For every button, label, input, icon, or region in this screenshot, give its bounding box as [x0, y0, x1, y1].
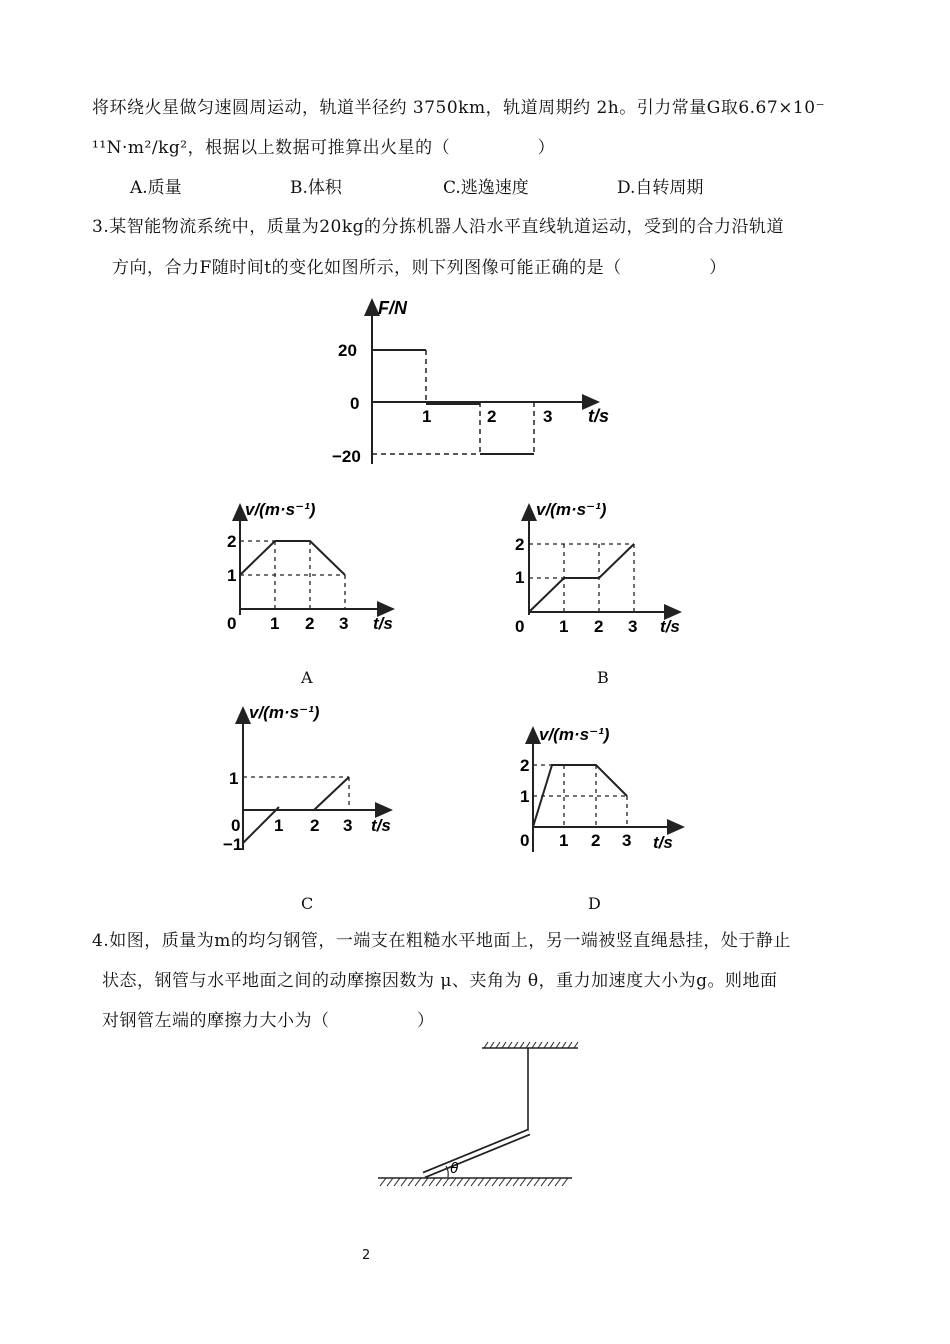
choice-c-tick-neg1: −1: [223, 835, 243, 854]
choice-a-caption: A: [301, 668, 313, 687]
force-tick-0: 0: [350, 394, 360, 413]
q2-option-d: D.自转周期: [617, 178, 704, 198]
force-x-label: t/s: [588, 406, 610, 426]
choice-b-origin: 0: [515, 617, 525, 636]
choice-b-tick-x3: 3: [628, 617, 638, 636]
q2-line-2: ¹¹N·m²/kg²，根据以上数据可推算出火星的（ ）: [92, 138, 556, 158]
q3-line-1: 3.某智能物流系统中，质量为20kg的分拣机器人沿水平直线轨道运动，受到的合力沿轨道: [92, 217, 785, 237]
force-tick-neg20: −20: [332, 447, 361, 466]
force-tick-2: 2: [487, 407, 497, 426]
choice-a-tick-x2: 2: [305, 614, 315, 633]
force-time-graph: [330, 292, 620, 472]
choice-d-tick-x2: 2: [591, 831, 601, 850]
choice-a-tick-1: 1: [227, 566, 237, 585]
q3-line-2: 方向，合力F随时间t的变化如图所示，则下列图像可能正确的是（ ）: [112, 258, 727, 278]
choice-b-tick-x1: 1: [559, 617, 569, 636]
choice-c-graph: [223, 700, 403, 860]
choice-b-curve: [529, 544, 634, 612]
ground: [378, 1178, 572, 1186]
choice-d-tick-2: 2: [520, 756, 530, 775]
ceiling: [482, 1042, 578, 1048]
choice-d-tick-x3: 3: [622, 831, 632, 850]
choice-d-tick-1: 1: [520, 787, 530, 806]
choice-b-tick-2: 2: [515, 535, 525, 554]
choice-d-origin: 0: [520, 831, 530, 850]
choice-c-tick-1: 1: [229, 769, 239, 788]
choice-d-x-label: t/s: [653, 833, 673, 852]
choice-c-caption: C: [301, 894, 314, 913]
choice-b-y-label: v/(m·s⁻¹): [536, 500, 607, 519]
choice-a-tick-x3: 3: [339, 614, 349, 633]
q4-line-1: 4.如图，质量为m的均匀钢管，一端支在粗糙水平地面上，另一端被竖直绳悬挂，处于静止: [92, 931, 791, 951]
steel-pipe-figure: [370, 1040, 590, 1195]
choice-b-graph: [512, 495, 692, 640]
q2-option-c: C.逃逸速度: [443, 178, 529, 198]
force-y-label: F/N: [378, 298, 407, 318]
choice-a-y-label: v/(m·s⁻¹): [245, 500, 316, 519]
choice-b-tick-x2: 2: [594, 617, 604, 636]
choice-a-graph: [225, 495, 405, 640]
choice-a-tick-x1: 1: [270, 614, 280, 633]
choice-d-guides: [533, 765, 627, 827]
choice-d-graph: [515, 722, 695, 857]
angle-theta-label: θ: [450, 1160, 459, 1177]
page-number: 2: [362, 1248, 371, 1263]
q2-option-a: A.质量: [130, 178, 182, 198]
choice-c-tick-x2: 2: [310, 816, 320, 835]
choice-d-tick-x1: 1: [559, 831, 569, 850]
choice-d-y-label: v/(m·s⁻¹): [539, 725, 610, 744]
choice-b-caption: B: [597, 668, 609, 687]
force-tick-20: 20: [338, 341, 357, 360]
choice-c-tick-x1: 1: [274, 816, 284, 835]
choice-a-origin: 0: [227, 614, 237, 633]
q4-line-3: 对钢管左端的摩擦力大小为（ ）: [102, 1011, 435, 1031]
choice-a-tick-2: 2: [227, 532, 237, 551]
choice-a-x-label: t/s: [373, 614, 393, 633]
choice-a-guides: [240, 541, 345, 609]
choice-c-x-label: t/s: [371, 816, 391, 835]
choice-c-y-label: v/(m·s⁻¹): [249, 703, 320, 722]
force-tick-1: 1: [422, 407, 432, 426]
choice-c-tick-x3: 3: [343, 816, 353, 835]
choice-d-caption: D: [588, 894, 601, 913]
force-tick-3: 3: [543, 407, 553, 426]
q4-line-2: 状态，钢管与水平地面之间的动摩擦因数为 μ、夹角为 θ，重力加速度大小为g。则地面: [102, 971, 778, 991]
steel-pipe: [424, 1132, 529, 1175]
choice-c-origin: 0: [231, 816, 241, 835]
q2-line-1: 将环绕火星做匀速圆周运动，轨道半径约 3750km，轨道周期约 2h。引力常量G取6.67×10⁻: [92, 98, 826, 118]
choice-a-curve: [240, 541, 345, 575]
q2-option-b: B.体积: [290, 178, 342, 198]
choice-d-curve: [533, 765, 627, 827]
choice-b-x-label: t/s: [660, 617, 680, 636]
choice-b-tick-1: 1: [515, 568, 525, 587]
choice-c-guides: [243, 777, 349, 810]
